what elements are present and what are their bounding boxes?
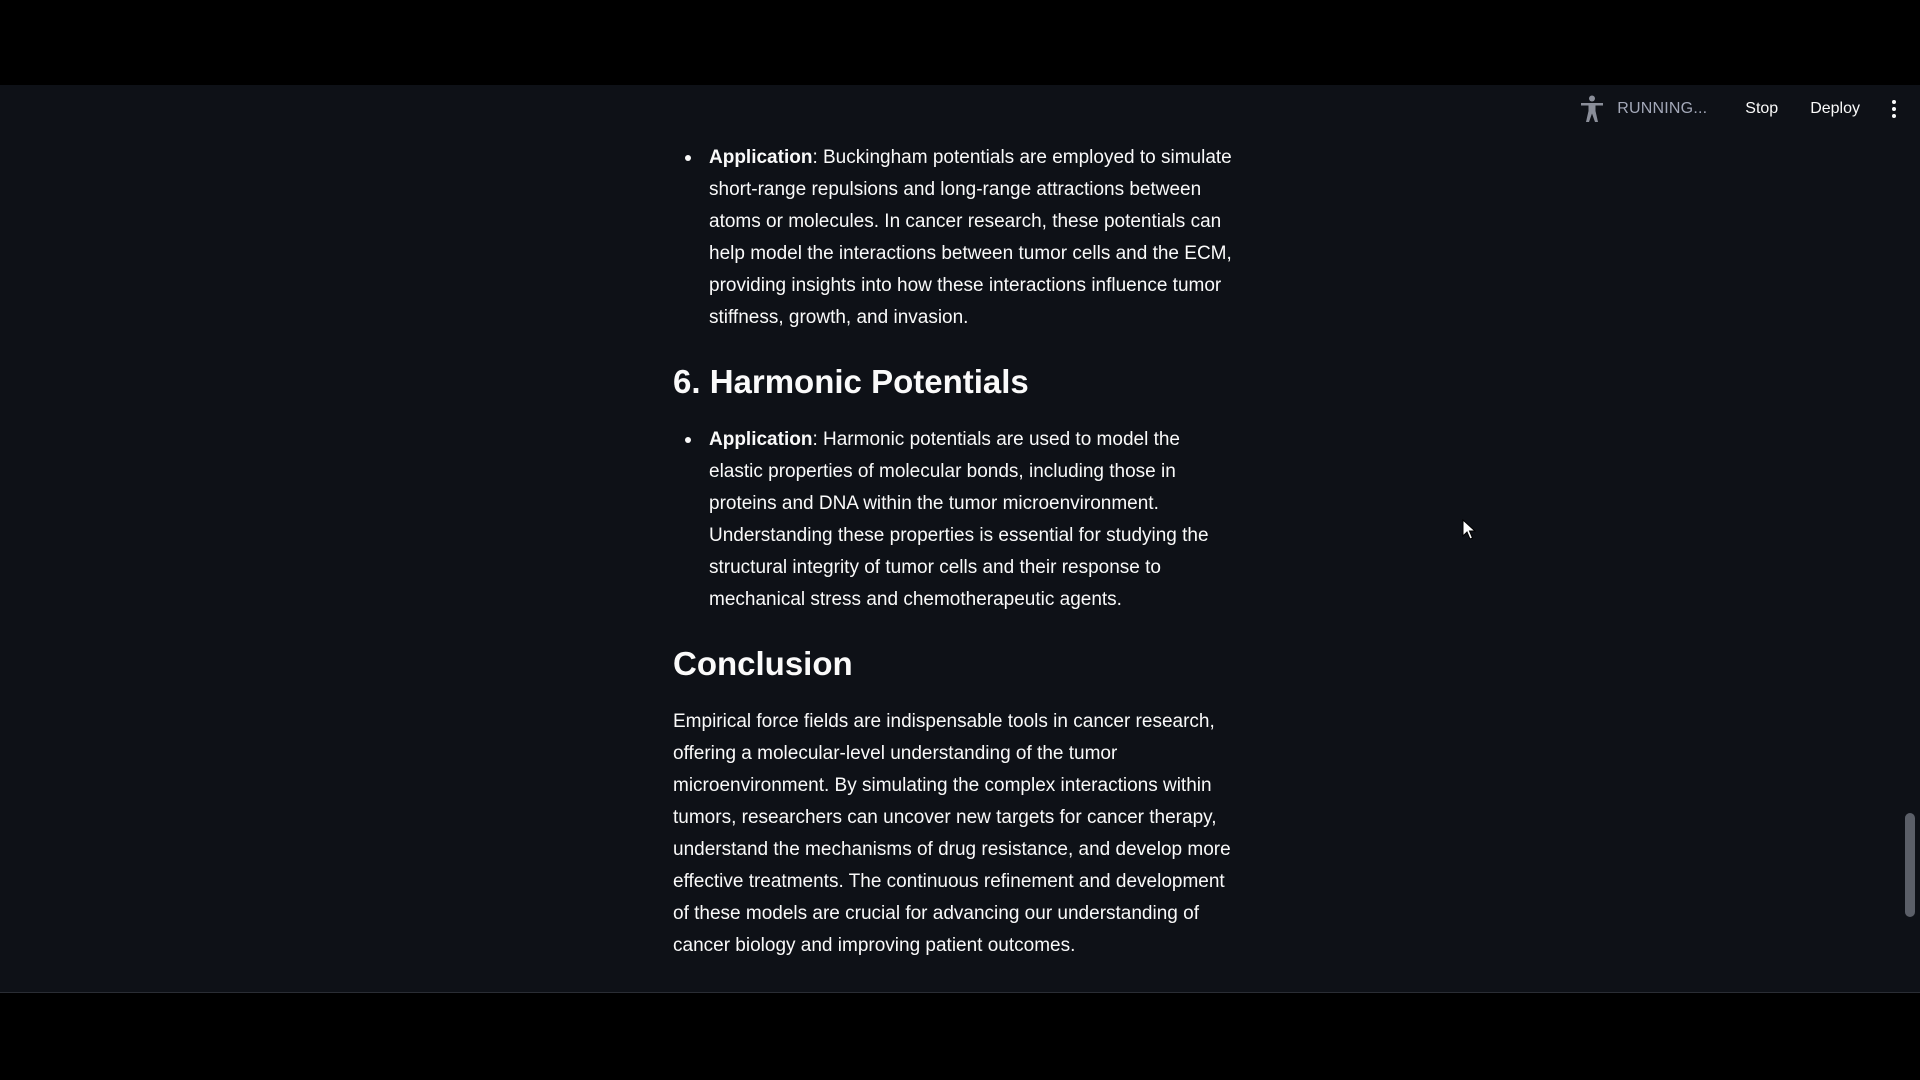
running-person-icon xyxy=(1579,95,1605,123)
section-heading-harmonic: 6. Harmonic Potentials xyxy=(673,363,1029,400)
scrollbar[interactable] xyxy=(1899,138,1920,993)
bullet-text: : Buckingham potentials are employed to simulate short-range repulsions and long-range attractions between atoms or molecules. In cancer research, these potentials can help model the interactions between tumor cells and the ECM, providing insights into how these interactions influence tumor stiffness, growth, and invasion. xyxy=(709,147,1232,328)
section-heading-conclusion: Conclusion xyxy=(673,645,853,682)
streamlit-app xyxy=(0,85,1920,993)
deploy-button[interactable]: Deploy xyxy=(1802,94,1868,124)
status-text: RUNNING... xyxy=(1617,100,1708,117)
app-header xyxy=(0,85,1920,133)
list-item xyxy=(709,424,1233,616)
vertical-ellipsis-icon[interactable] xyxy=(1880,93,1908,125)
bullet-label: Application xyxy=(709,429,813,450)
top-letterbox xyxy=(0,0,1920,85)
conclusion-paragraph: Empirical force fields are indispensable tools in cancer research, offering a molecular-level understanding of the tumor microenvironment. By simulating the complex interactions within tumors, researchers can uncover new targets for cancer therapy, understand the mechanisms of drug resistance, and develop more effective treatments. The continuous refinement and development of these models are crucial for advancing our understanding of cancer biology and improving patient outcomes. xyxy=(673,711,1231,956)
harmonic-list xyxy=(673,424,1233,616)
bullet-label: Application xyxy=(709,147,813,168)
bottom-letterbox xyxy=(0,993,1920,1080)
list-item xyxy=(709,142,1233,334)
buckingham-list xyxy=(673,142,1233,334)
scrollbar-thumb[interactable] xyxy=(1905,813,1915,917)
stop-button[interactable]: Stop xyxy=(1737,94,1786,124)
mouse-pointer-icon xyxy=(1462,519,1476,541)
running-status xyxy=(1579,95,1707,123)
bullet-text: : Harmonic potentials are used to model the elastic properties of molecular bonds, including those in proteins and DNA within the tumor microenvironment. Understanding these properties is essential for studying the structural integrity of tumor cells and their response to mechanical stress and chemotherapeutic agents. xyxy=(709,429,1209,610)
main-content xyxy=(673,142,1233,962)
